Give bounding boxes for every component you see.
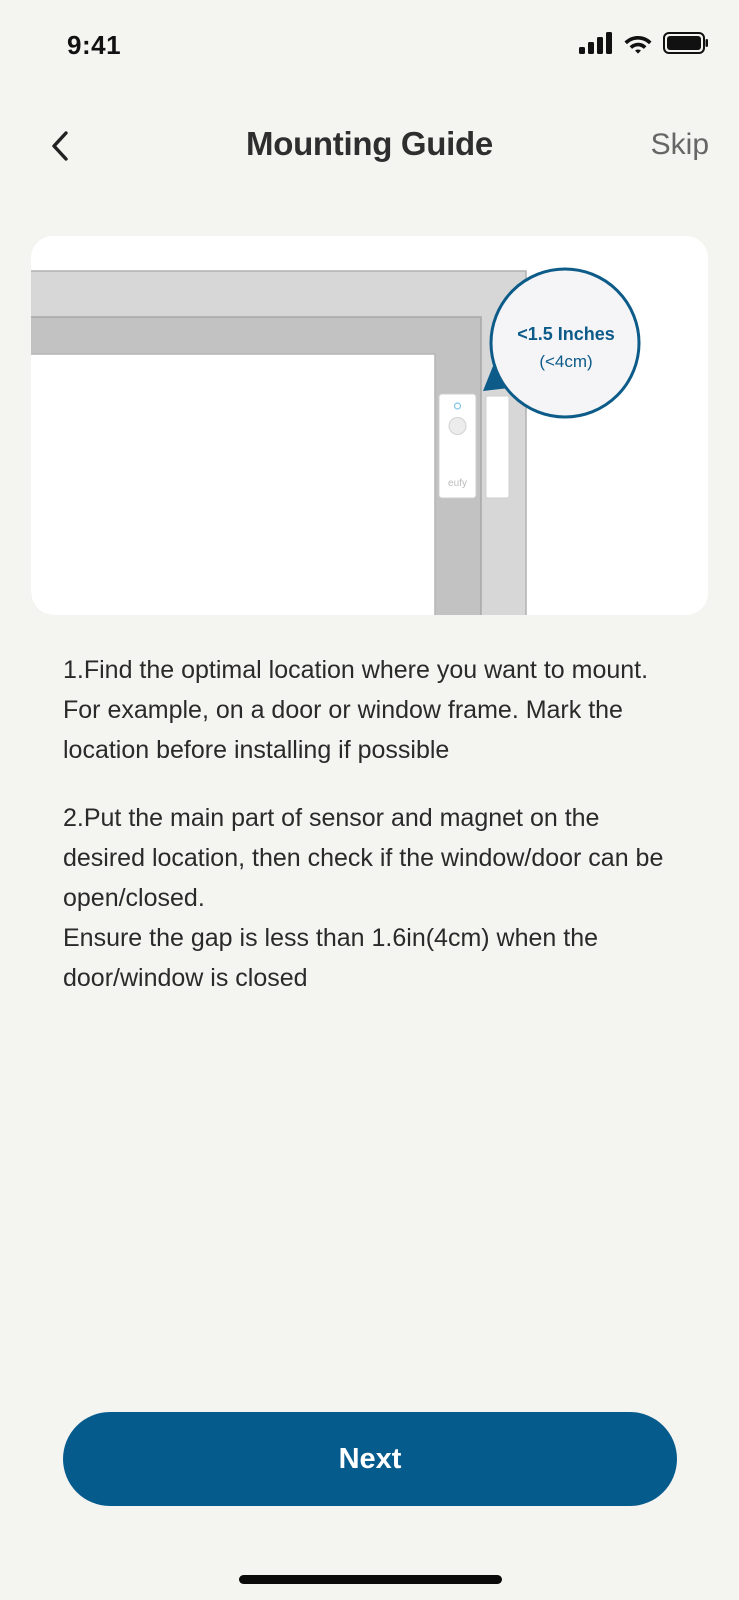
instruction-step-1: [63, 650, 683, 770]
instruction-step-2: [63, 798, 683, 998]
step-2-line-2: Ensure the gap is less than 1.6in(4cm) when the door/window is closed: [63, 924, 599, 992]
next-button[interactable]: Next: [63, 1412, 677, 1506]
step-1-line-1: 1.Find the optimal location where you want to mount.: [63, 656, 649, 684]
status-time: 9:41: [67, 30, 122, 60]
gap-label-imperial: <1.5 Inches: [517, 324, 615, 344]
brand-logo: eufy: [448, 478, 467, 489]
wifi-icon: [623, 32, 653, 54]
skip-button[interactable]: Skip: [650, 128, 709, 161]
step-1-line-2: For example, on a door or window frame. Mark the location before installing if possible: [63, 696, 623, 764]
door-frame-illustration: [31, 236, 708, 615]
mounting-illustration-card: [31, 236, 708, 615]
status-icons: [579, 32, 709, 54]
step-2-line-1: 2.Put the main part of sensor and magnet on the desired location, then check if the window/door can be open/closed.: [63, 804, 664, 912]
page-title: Mounting Guide: [246, 125, 493, 162]
home-indicator: [239, 1575, 502, 1584]
gap-label-metric: (<4cm): [539, 352, 593, 371]
cellular-signal-icon: [579, 32, 613, 54]
battery-icon: [663, 32, 709, 54]
instruction-steps: [63, 650, 683, 998]
